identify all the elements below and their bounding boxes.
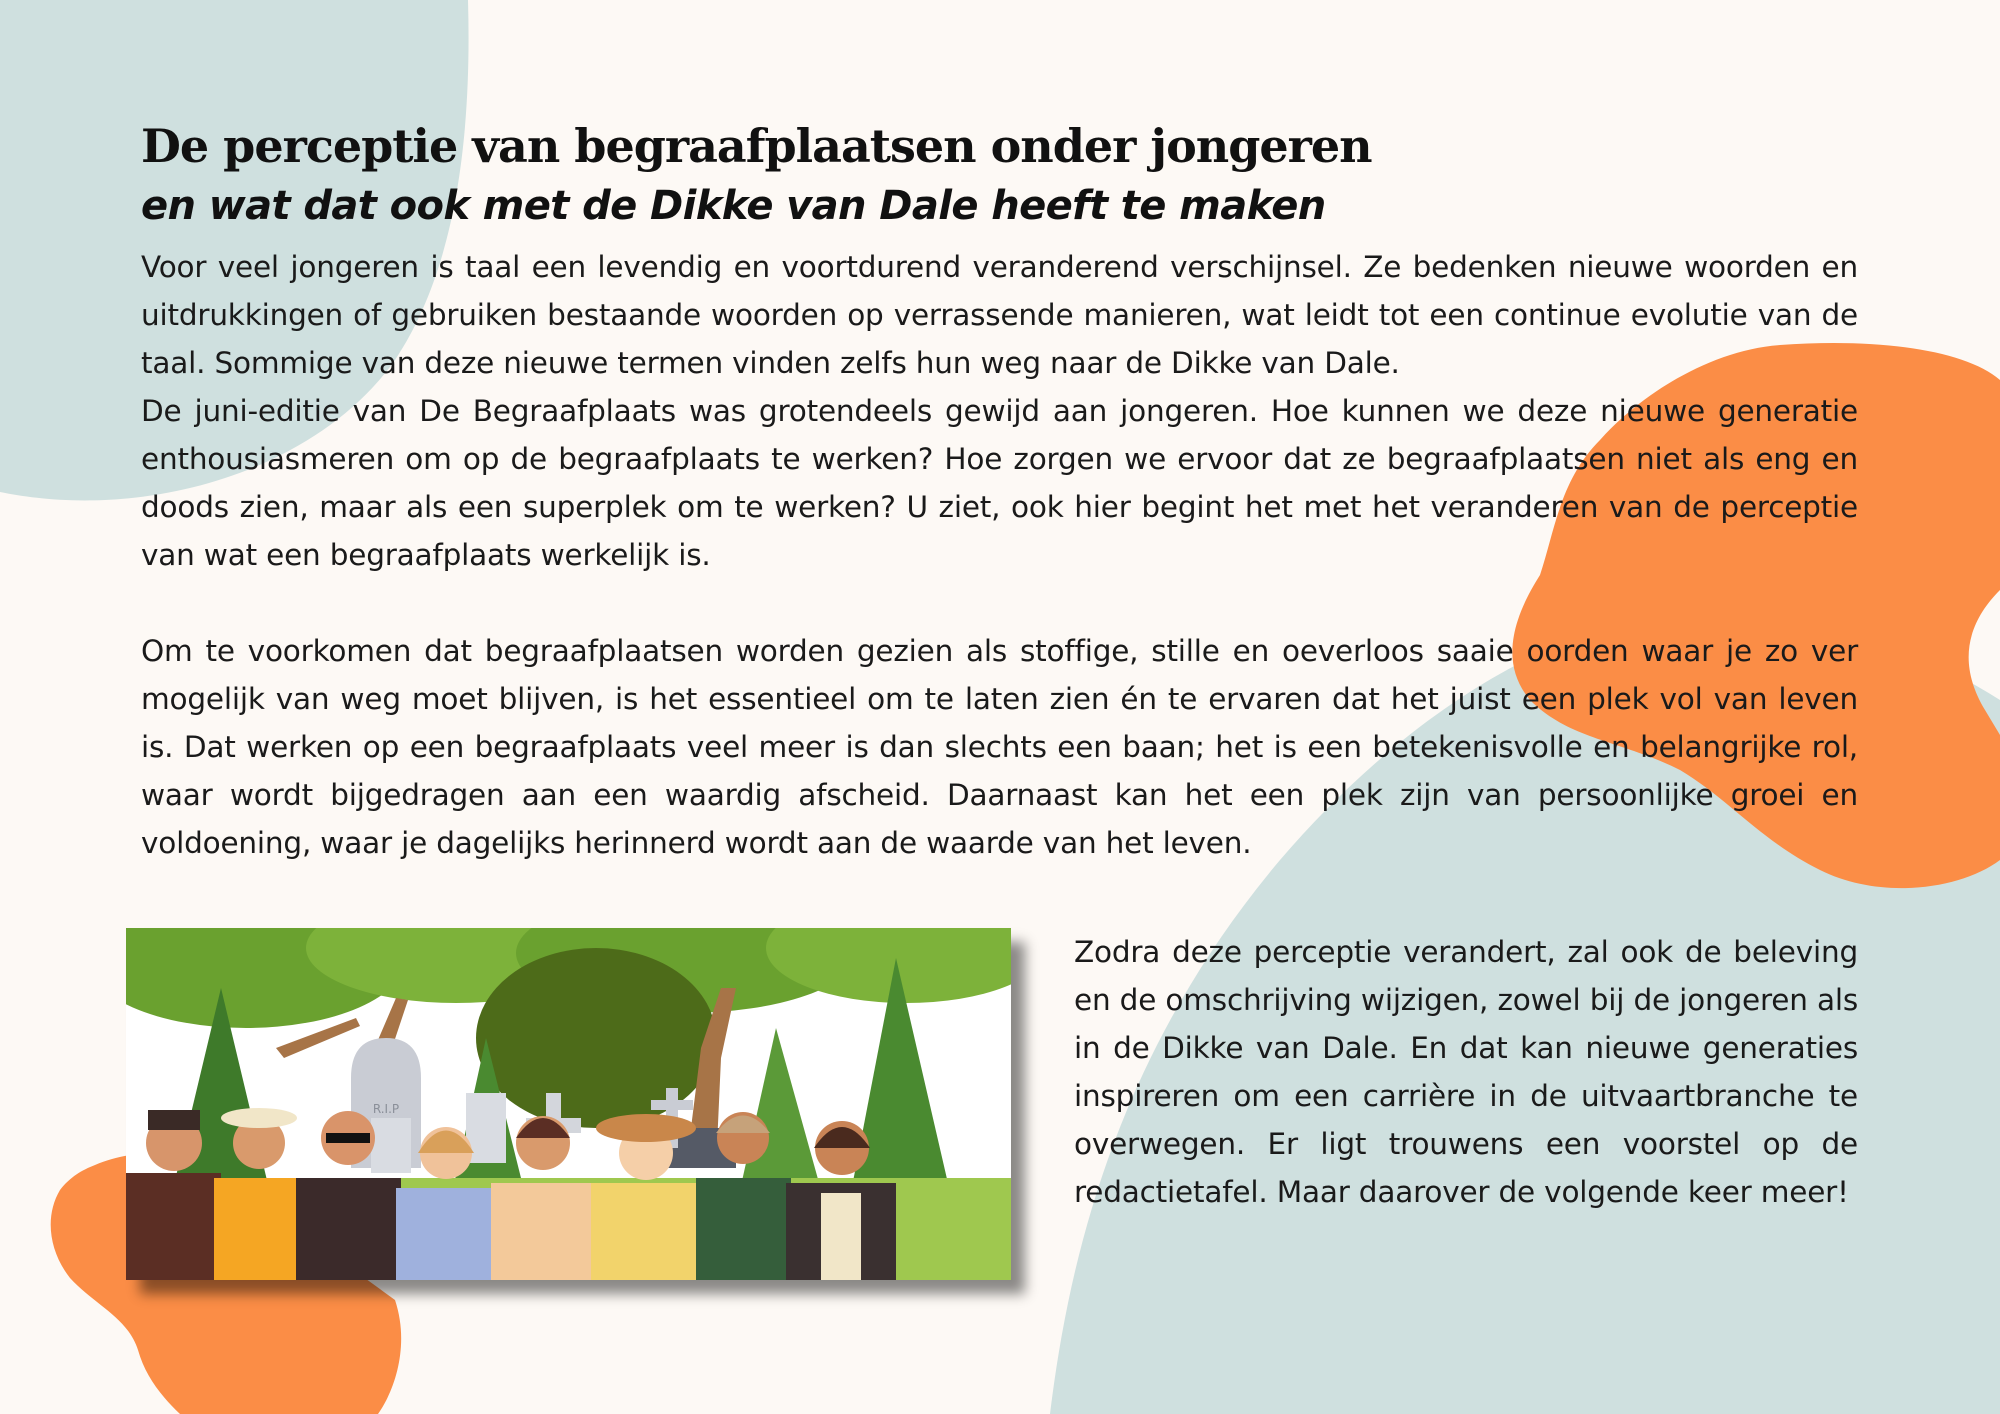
illustration-graphic [126,928,1011,1280]
cemetery-illustration [126,928,1011,1280]
page-subtitle: en wat dat ook met de Dikke van Dale heeft te maken [141,183,1326,229]
paragraph-june-edition: De juni-editie van De Begraafplaats was grotendeels gewijd aan jongeren. Hoe kunnen we deze nieuwe generatie enthousiasmeren om op de begraafplaats te werken? Hoe zorgen we ervoor dat ze begraafplaatsen niet als eng en doods zien, maar als een superplek om te werken? U ziet, ook hier begint het met het veranderen van de perceptie van wat een begraafplaats werkelijk is. [141,394,1858,572]
tombstone-text: R.I.P [372,1102,400,1116]
lower-section [126,928,1858,1348]
paragraph-intro: Voor veel jongeren is taal een levendig en voortdurend veranderend verschijnsel. Ze bedenken nieuwe woorden en uitdrukkingen of gebruiken bestaande woorden op verrassende manieren, wat leidt tot een continue evolutie van de taal. Sommige van deze nieuwe termen vinden zelfs hun weg naar de Dikke van Dale. [141,250,1858,380]
paragraph-spacer [141,579,1858,627]
paragraph-perception: Om te voorkomen dat begraafplaatsen worden gezien als stoffige, stille en oeverloos saaie oorden waar je zo ver mogelijk van weg moet blijven, is het essentieel om te laten zien én te ervaren dat het juist een plek vol van leven is. Dat werken op een begraafplaats veel meer is dan slechts een baan; het is een betekenisvolle en belangrijke rol, waar wordt bijgedragen aan een waardig afscheid. Daarnaast kan het een plek zijn van persoonlijke groei en voldoening, waar je dagelijks herinnerd wordt aan de waarde van het leven. [141,634,1858,860]
paragraph-conclusion: Zodra deze perceptie verandert, zal ook de beleving en de omschrijving wijzigen, zowel bij de jongeren als in de Dikke van Dale. En dat kan nieuwe generaties inspireren om een carrière in de uitvaartbranche te overwegen. Er ligt trouwens een voorstel op de redactietafel. Maar daarover de volgende keer meer! [1074,935,1858,1209]
article [141,115,1858,867]
page-title: De perceptie van begraafplaatsen onder jongeren [141,119,1372,173]
